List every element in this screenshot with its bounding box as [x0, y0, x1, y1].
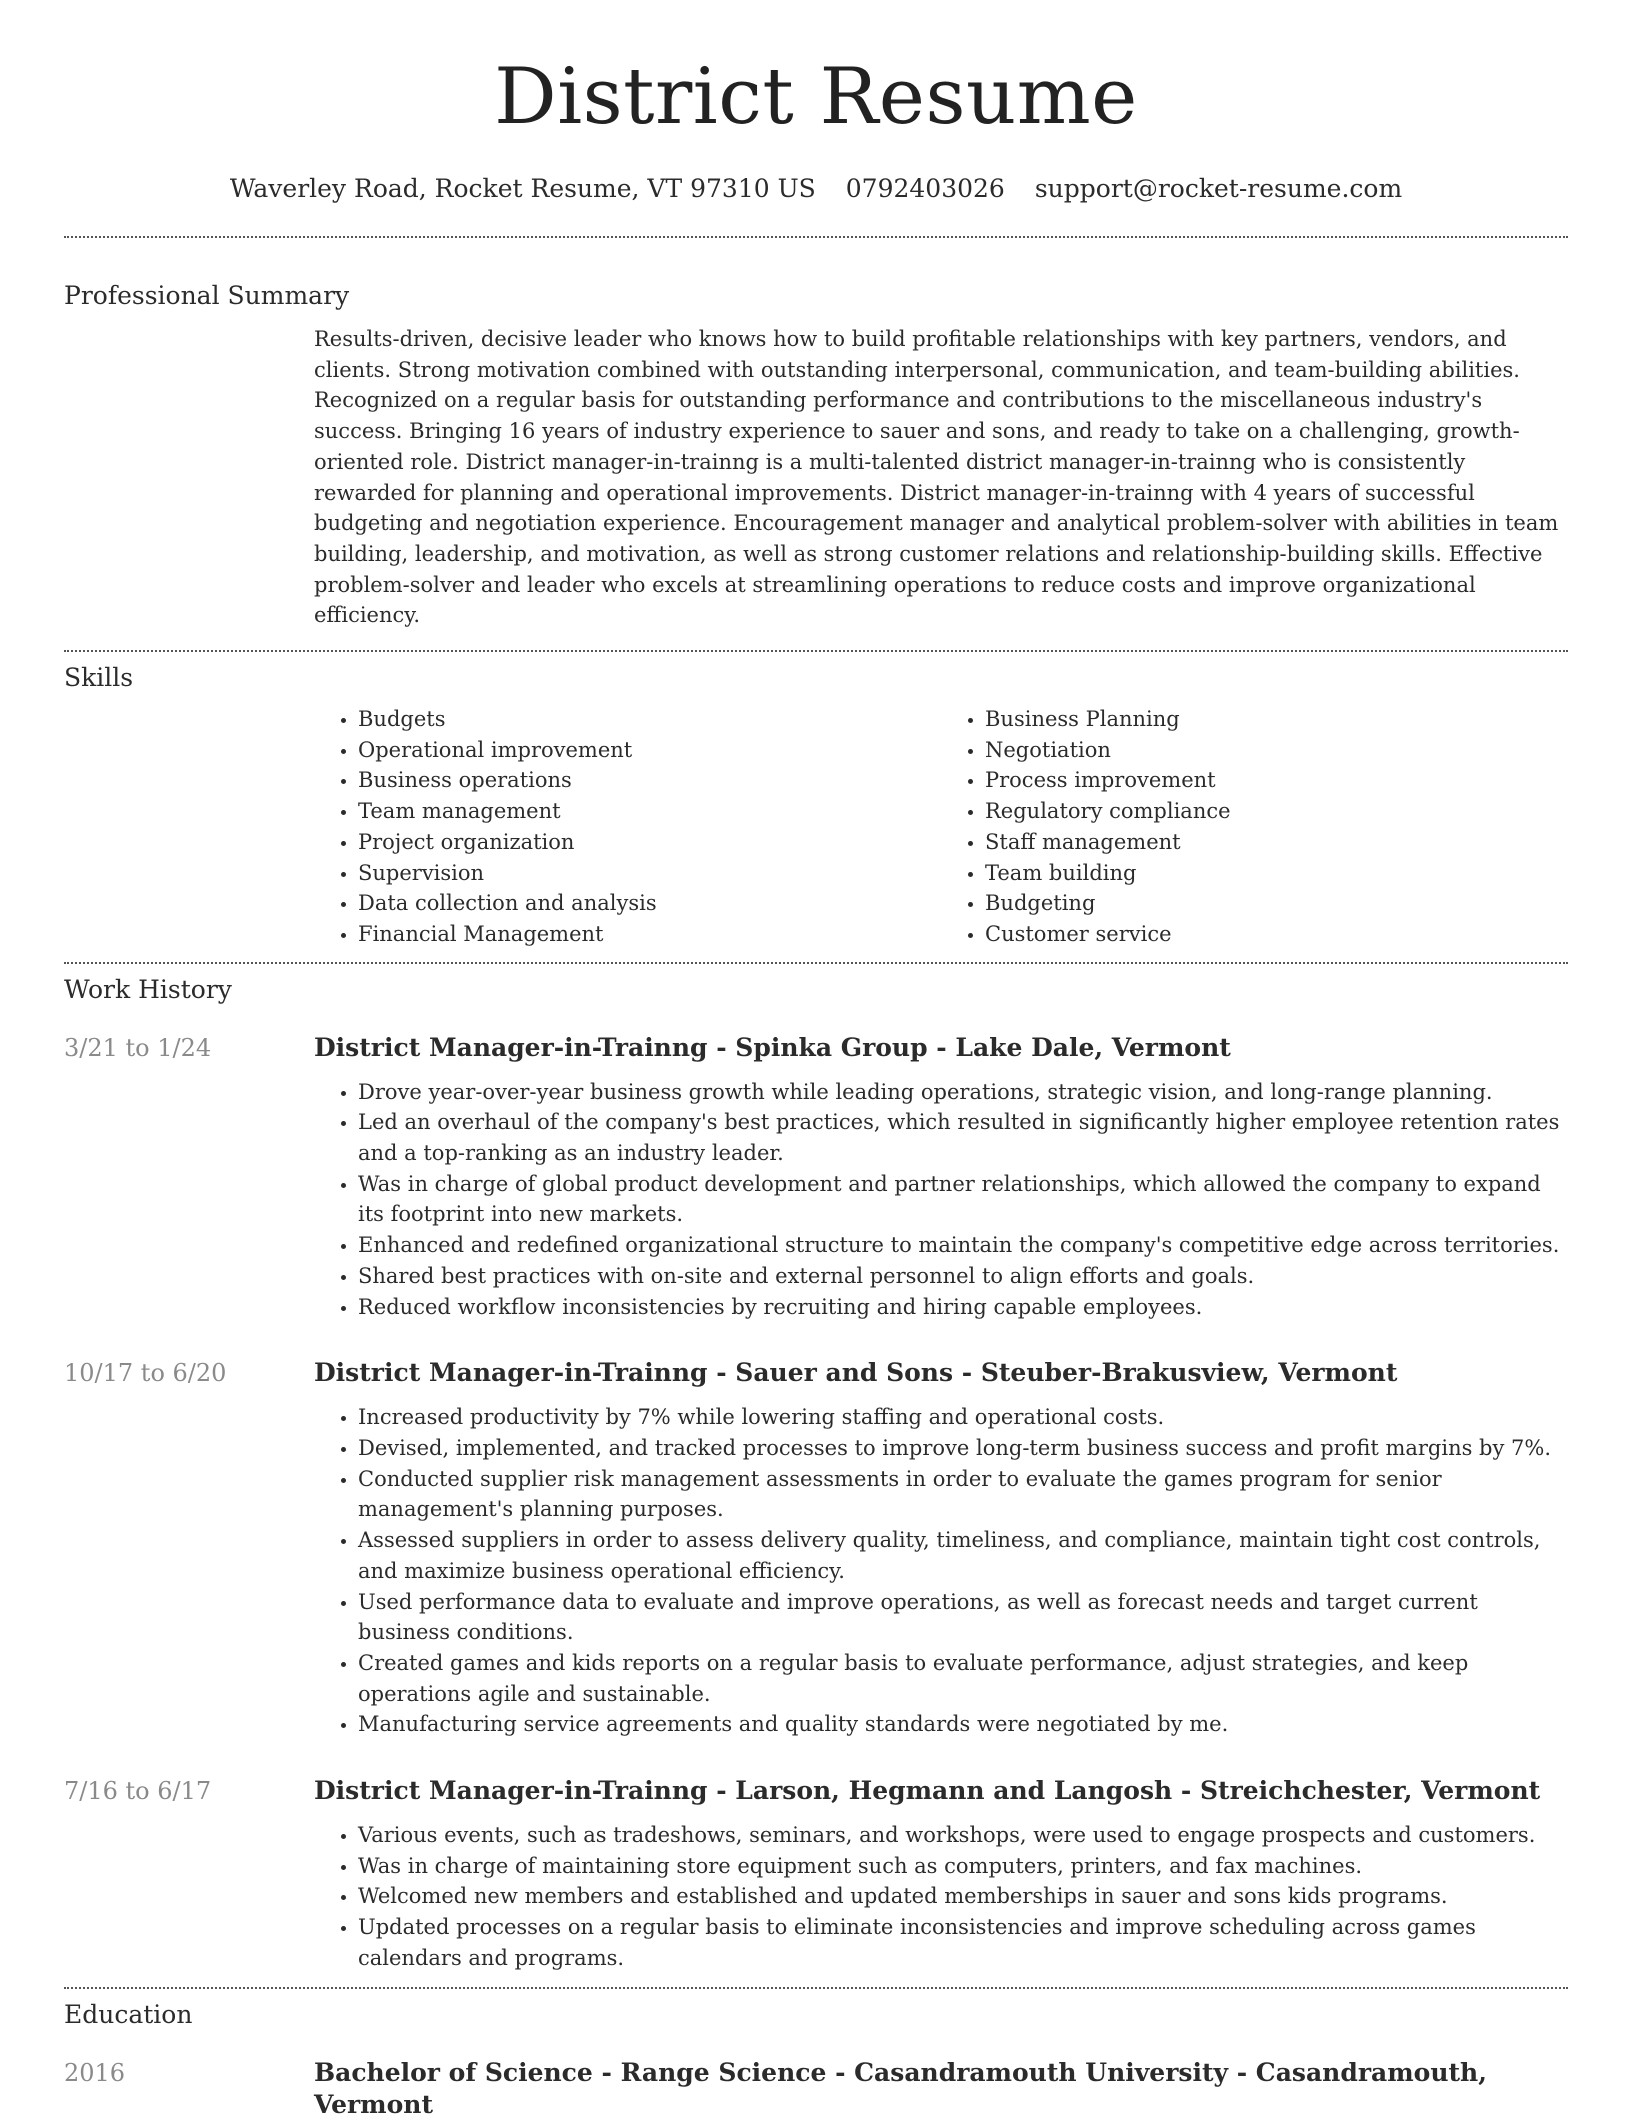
job-title: District Manager-in-Trainng - Sauer and Sons - Steuber-Brakusview, Vermont: [314, 1358, 1398, 1388]
job-bullet: • Increased productivity by 7% while lowering staffing and operational costs.: [358, 1402, 1568, 1433]
resume-name: District Resume: [494, 52, 1138, 142]
divider-summary: [64, 650, 1568, 652]
job-bullets: [314, 1402, 1568, 1740]
job-bullet: • Conducted supplier risk management assessments in order to evaluate the games program for senior management's planning purposes.: [358, 1464, 1568, 1525]
skill-item: • Budgets: [358, 704, 941, 735]
job-date: 3/21 to 1/24: [64, 1033, 212, 1062]
education-date: 2016: [64, 2058, 126, 2087]
job-bullet: • Assessed suppliers in order to assess delivery quality, timeliness, and compliance, maintain tight cost controls, and maximize business operational efficiency.: [358, 1525, 1568, 1586]
skill-item: • Negotiation: [985, 735, 1568, 766]
job-bullet: • Welcomed new members and established and updated memberships in sauer and sons kids programs.: [358, 1881, 1568, 1912]
divider-work: [64, 1987, 1568, 1989]
job-entry: [64, 1357, 1568, 1740]
job-bullet: • Led an overhaul of the company's best practices, which resulted in significantly higher employee retention rates and a top-ranking as an industry leader.: [358, 1107, 1568, 1168]
skill-item: • Project organization: [358, 827, 941, 858]
education-heading: Education: [64, 1999, 193, 2029]
skill-item: • Team building: [985, 858, 1568, 889]
education-section: [64, 1999, 1568, 2121]
job-bullet: • Was in charge of global product development and partner relationships, which allowed the company to expand its footprint into new markets.: [358, 1169, 1568, 1230]
job-bullets: [314, 1077, 1568, 1323]
job-title: District Manager-in-Trainng - Spinka Group - Lake Dale, Vermont: [314, 1032, 1231, 1062]
job-bullet: • Shared best practices with on-site and external personnel to align efforts and goals.: [358, 1261, 1568, 1292]
job-entry: [64, 1775, 1568, 1974]
skill-item: • Business Planning: [985, 704, 1568, 735]
job-date: 7/16 to 6/17: [64, 1777, 212, 1806]
job-bullets: [314, 1820, 1568, 1974]
job-bullet: • Created games and kids reports on a regular basis to evaluate performance, adjust strategies, and keep operations agile and sustainable.: [358, 1648, 1568, 1709]
work-heading: Work History: [64, 974, 232, 1004]
education-entry: [64, 2057, 1568, 2121]
summary-heading: Professional Summary: [64, 281, 350, 310]
skills-list-left: [314, 704, 941, 950]
job-bullet: • Was in charge of maintaining store equipment such as computers, printers, and fax machines.: [358, 1851, 1568, 1882]
job-bullet: • Reduced workflow inconsistencies by recruiting and hiring capable employees.: [358, 1292, 1568, 1323]
job-bullet: • Drove year-over-year business growth while leading operations, strategic vision, and long-range planning.: [358, 1077, 1568, 1108]
job-bullet: • Used performance data to evaluate and improve operations, as well as forecast needs and target current business conditions.: [358, 1587, 1568, 1648]
contact-email: support@rocket-resume.com: [1034, 174, 1403, 203]
job-bullet: • Enhanced and redefined organizational structure to maintain the company's competitive edge across territories.: [358, 1230, 1568, 1261]
job-date: 10/17 to 6/20: [64, 1359, 227, 1388]
skill-item: • Operational improvement: [358, 735, 941, 766]
job-bullet: • Devised, implemented, and tracked processes to improve long-term business success and profit margins by 7%.: [358, 1433, 1568, 1464]
work-section: [64, 974, 1568, 1974]
skill-item: • Supervision: [358, 858, 941, 889]
resume-page: [64, 0, 1568, 2121]
summary-section: [64, 280, 1568, 631]
contact-phone: 0792403026: [845, 174, 1005, 203]
skill-item: • Financial Management: [358, 919, 941, 950]
skill-item: • Team management: [358, 796, 941, 827]
skill-item: • Regulatory compliance: [985, 796, 1568, 827]
skill-item: • Staff management: [985, 827, 1568, 858]
contact-address: Waverley Road, Rocket Resume, VT 97310 US: [229, 174, 816, 203]
skills-list-right: [941, 704, 1568, 950]
job-bullet: • Various events, such as tradeshows, seminars, and workshops, were used to engage prospects and customers.: [358, 1820, 1568, 1851]
job-title: District Manager-in-Trainng - Larson, Hegmann and Langosh - Streichchester, Vermont: [314, 1776, 1541, 1806]
divider-skills: [64, 962, 1568, 964]
skill-item: • Business operations: [358, 765, 941, 796]
skills-section: [64, 662, 1568, 950]
job-bullet: • Updated processes on a regular basis to eliminate inconsistencies and improve scheduling across games calendars and programs.: [358, 1912, 1568, 1973]
skill-item: • Customer service: [985, 919, 1568, 950]
divider-header: [64, 236, 1568, 238]
skill-item: • Data collection and analysis: [358, 888, 941, 919]
education-title: Bachelor of Science - Range Science - Casandramouth University - Casandramouth, Vermont: [314, 2057, 1487, 2119]
skill-item: • Budgeting: [985, 888, 1568, 919]
summary-text: Results-driven, decisive leader who knows how to build profitable relationships with key partners, vendors, and clients. Strong motivation combined with outstanding interpersonal, communication, and team-building abilities. Recognized on a regular basis for outstanding performance and contributions to the miscellaneous industry's success. Bringing 16 years of industry experience to sauer and sons, and ready to take on a challenging, growth-oriented role. District manager-in-trainng is a multi-talented district manager-in-trainng who is consistently rewarded for planning and operational improvements. District manager-in-trainng with 4 years of successful budgeting and negotiation experience. Encouragement manager and analytical problem-solver with abilities in team building, leadership, and motivation, as well as strong customer relations and relationship-building skills. Effective problem-solver and leader who excels at streamlining operations to reduce costs and improve organizational efficiency.: [314, 327, 1559, 628]
job-bullet: • Manufacturing service agreements and quality standards were negotiated by me.: [358, 1709, 1568, 1740]
skills-heading: Skills: [64, 663, 134, 693]
skill-item: • Process improvement: [985, 765, 1568, 796]
contact-line: [64, 172, 1568, 206]
job-entry: [64, 1032, 1568, 1323]
